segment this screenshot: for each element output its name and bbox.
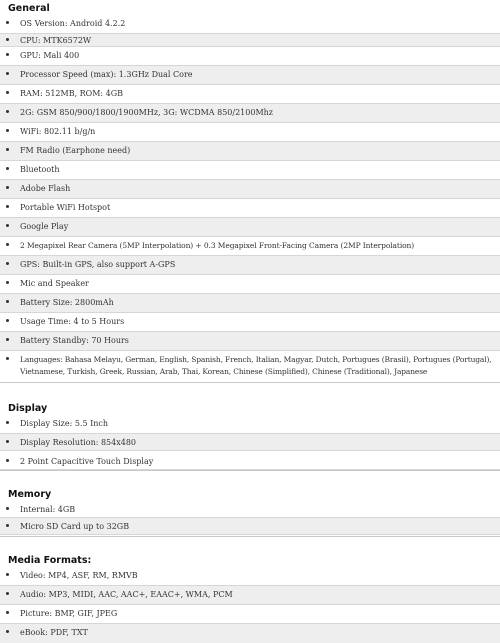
list-item: Display Size: 5.5 Inch: [0, 415, 500, 434]
list-item: RAM: 512MB, ROM: 4GB: [0, 85, 500, 104]
bullet-icon: [6, 167, 9, 170]
bullet-icon: [6, 459, 9, 462]
list-item: 2 Megapixel Rear Camera (5MP Interpolation) + 0.3 Megapixel Front-Facing Camera (2MP Interpolation): [0, 237, 500, 256]
list-item: eBook: PDF, TXT: [0, 624, 500, 643]
list-item: Bluetooth: [0, 161, 500, 180]
bullet-icon: [6, 53, 9, 56]
bullet-icon: [6, 507, 9, 510]
list-item: GPU: Mali 400: [0, 47, 500, 66]
list-item: Battery Standby: 70 Hours: [0, 332, 500, 351]
section-title-general: General: [8, 3, 50, 14]
bullet-icon: [6, 440, 9, 443]
list-item: Processor Speed (max): 1.3GHz Dual Core: [0, 66, 500, 85]
bullet-icon: [6, 148, 9, 151]
list-item: WiFi: 802.11 b/g/n: [0, 123, 500, 142]
list-item: 2 Point Capacitive Touch Display: [0, 451, 500, 470]
bullet-icon: [6, 573, 9, 576]
list-item: Display Resolution: 854x480: [0, 434, 500, 451]
bullet-icon: [6, 224, 9, 227]
list-item: FM Radio (Earphone need): [0, 142, 500, 161]
list-item: Picture: BMP, GIF, JPEG: [0, 605, 500, 624]
bullet-icon: [6, 91, 9, 94]
bullet-icon: [6, 592, 9, 595]
list-item: Micro SD Card up to 32GB: [0, 518, 500, 535]
list-item: Languages: Bahasa Melayu, German, English, Spanish, French, Italian, Magyar, Dutch, Portugues (Brasil), Portugues (Portugal), Vietnamese, Turkish, Greek, Russian, Arab, Thai, Korean, Chinese (Simplified), Chinese (Traditional), Japanese: [0, 351, 500, 382]
list-item: 2G: GSM 850/900/1800/1900MHz, 3G: WCDMA 850/2100Mhz: [0, 104, 500, 123]
list-item: OS Version: Android 4.2.2: [0, 15, 500, 34]
list-item: GPS: Built-in GPS, also support A-GPS: [0, 256, 500, 275]
list-item: Battery Size: 2800mAh: [0, 294, 500, 313]
bullet-icon: [6, 186, 9, 189]
bullet-icon: [6, 205, 9, 208]
bullet-icon: [6, 262, 9, 265]
list-item: Internal: 4GB: [0, 501, 500, 518]
section-divider: [0, 470, 500, 471]
bullet-icon: [6, 338, 9, 341]
list-item: Mic and Speaker: [0, 275, 500, 294]
bullet-icon: [6, 281, 9, 284]
list-item: Adobe Flash: [0, 180, 500, 199]
section-divider: [0, 536, 500, 537]
bullet-icon: [6, 38, 9, 41]
bullet-icon: [6, 319, 9, 322]
bullet-icon: [6, 300, 9, 303]
list-item: Video: MP4, ASF, RM, RMVB: [0, 567, 500, 586]
bullet-icon: [6, 611, 9, 614]
list-item: Audio: MP3, MIDI, AAC, AAC+, EAAC+, WMA, PCM: [0, 586, 500, 605]
section-title-media-formats: Media Formats:: [8, 555, 92, 566]
list-item: CPU: MTK6572W: [0, 34, 500, 47]
bullet-icon: [6, 72, 9, 75]
bullet-icon: [6, 110, 9, 113]
list-item: Usage Time: 4 to 5 Hours: [0, 313, 500, 332]
bullet-icon: [6, 21, 9, 24]
list-item: Google Play: [0, 218, 500, 237]
bullet-icon: [6, 357, 9, 360]
bullet-icon: [6, 524, 9, 527]
section-divider: [0, 382, 500, 383]
bullet-icon: [6, 243, 9, 246]
section-title-memory: Memory: [8, 489, 52, 500]
bullet-icon: [6, 421, 9, 424]
list-item: Portable WiFi Hotspot: [0, 199, 500, 218]
bullet-icon: [6, 630, 9, 633]
section-title-display: Display: [8, 403, 48, 414]
bullet-icon: [6, 129, 9, 132]
